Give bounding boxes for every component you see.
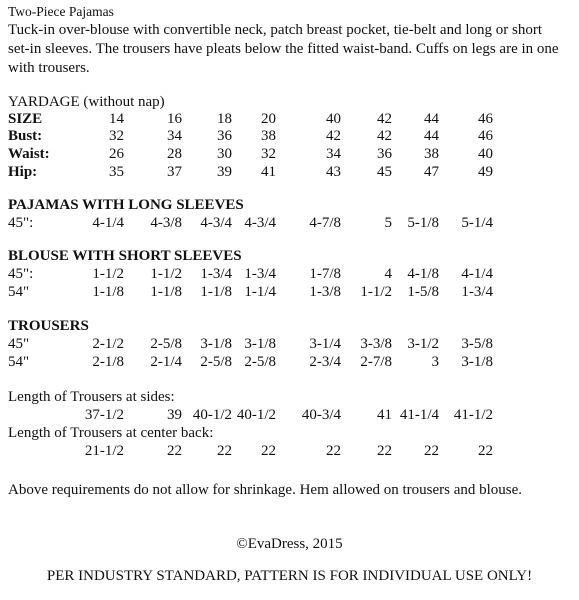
value-cell: 1-3/4 bbox=[200, 266, 232, 282]
value-cell: 5-1/4 bbox=[461, 215, 493, 231]
value-cell: 3-3/8 bbox=[360, 336, 392, 352]
value-cell: 4-1/8 bbox=[407, 266, 439, 282]
value-cell: 4-3/4 bbox=[200, 215, 232, 231]
value-cell: 18 bbox=[217, 111, 232, 127]
value-cell: 49 bbox=[478, 164, 493, 180]
value-cell: 28 bbox=[167, 146, 182, 162]
value-cell: 4-1/4 bbox=[92, 215, 124, 231]
value-cell: 41-1/4 bbox=[399, 407, 439, 423]
value-cell: 35 bbox=[109, 164, 124, 180]
fabric-width-label: 45": bbox=[8, 215, 34, 231]
value-cell: 38 bbox=[424, 146, 439, 162]
value-cell: 1-1/2 bbox=[150, 266, 182, 282]
value-cell: 1-3/4 bbox=[461, 284, 493, 300]
value-cell: 37-1/2 bbox=[84, 407, 124, 423]
value-cell: 38 bbox=[261, 128, 276, 144]
length-heading: Length of Trousers at sides: bbox=[8, 389, 175, 405]
value-cell: 39 bbox=[217, 164, 232, 180]
value-cell: 32 bbox=[261, 146, 276, 162]
value-cell: 42 bbox=[377, 111, 392, 127]
value-cell: 1-3/8 bbox=[309, 284, 341, 300]
value-cell: 22 bbox=[261, 443, 276, 459]
value-cell: 1-1/2 bbox=[92, 266, 124, 282]
value-cell: 32 bbox=[109, 128, 124, 144]
value-cell: 41 bbox=[377, 407, 392, 423]
usage-footer: PER INDUSTRY STANDARD, PATTERN IS FOR INDIVIDUAL USE ONLY! bbox=[46, 568, 533, 584]
value-cell: 2-5/8 bbox=[244, 354, 276, 370]
value-cell: 1-1/4 bbox=[244, 284, 276, 300]
value-cell: 4-3/8 bbox=[150, 215, 182, 231]
value-cell: 16 bbox=[167, 111, 182, 127]
value-cell: 43 bbox=[326, 164, 341, 180]
section-heading: BLOUSE WITH SHORT SLEEVES bbox=[8, 248, 242, 264]
fabric-width-label: 54" bbox=[8, 354, 30, 370]
copyright: ©EvaDress, 2015 bbox=[236, 536, 343, 552]
value-cell: 22 bbox=[424, 443, 439, 459]
value-cell: 22 bbox=[377, 443, 392, 459]
value-cell: 1-1/8 bbox=[92, 284, 124, 300]
value-cell: 4 bbox=[384, 266, 392, 282]
value-cell: 40-3/4 bbox=[301, 407, 341, 423]
value-cell: 36 bbox=[217, 128, 232, 144]
description-line-1: Tuck-in over-blouse with convertible neck, patch breast pocket, tie-belt and long or short bbox=[8, 22, 543, 38]
value-cell: 4-7/8 bbox=[309, 215, 341, 231]
shrinkage-note: Above requirements do not allow for shrinkage. Hem allowed on trousers and blouse. bbox=[8, 482, 523, 498]
value-cell: 4-1/4 bbox=[461, 266, 493, 282]
value-cell: 44 bbox=[424, 128, 439, 144]
measurement-label: SIZE bbox=[8, 111, 43, 127]
value-cell: 1-1/8 bbox=[150, 284, 182, 300]
value-cell: 34 bbox=[167, 128, 182, 144]
measurement-label: Bust: bbox=[8, 128, 43, 144]
value-cell: 21-1/2 bbox=[84, 443, 124, 459]
value-cell: 3-1/4 bbox=[309, 336, 341, 352]
value-cell: 26 bbox=[109, 146, 124, 162]
value-cell: 40 bbox=[326, 111, 341, 127]
value-cell: 2-1/4 bbox=[150, 354, 182, 370]
value-cell: 34 bbox=[326, 146, 341, 162]
value-cell: 40 bbox=[478, 146, 493, 162]
value-cell: 40-1/2 bbox=[236, 407, 276, 423]
section-heading: TROUSERS bbox=[8, 318, 89, 334]
value-cell: 41 bbox=[261, 164, 276, 180]
value-cell: 1-1/8 bbox=[200, 284, 232, 300]
value-cell: 30 bbox=[217, 146, 232, 162]
value-cell: 22 bbox=[217, 443, 232, 459]
value-cell: 45 bbox=[377, 164, 392, 180]
value-cell: 20 bbox=[261, 111, 276, 127]
value-cell: 5 bbox=[384, 215, 392, 231]
value-cell: 2-5/8 bbox=[200, 354, 232, 370]
fabric-width-label: 45" bbox=[8, 336, 30, 352]
value-cell: 4-3/4 bbox=[244, 215, 276, 231]
value-cell: 44 bbox=[424, 111, 439, 127]
value-cell: 1-5/8 bbox=[407, 284, 439, 300]
value-cell: 1-7/8 bbox=[309, 266, 341, 282]
value-cell: 42 bbox=[377, 128, 392, 144]
value-cell: 2-1/8 bbox=[92, 354, 124, 370]
measurement-label: Waist: bbox=[8, 146, 50, 162]
value-cell: 1-3/4 bbox=[244, 266, 276, 282]
section-heading: PAJAMAS WITH LONG SLEEVES bbox=[8, 197, 244, 213]
value-cell: 2-7/8 bbox=[360, 354, 392, 370]
value-cell: 22 bbox=[326, 443, 341, 459]
value-cell: 40-1/2 bbox=[192, 407, 232, 423]
value-cell: 2-3/4 bbox=[309, 354, 341, 370]
value-cell: 42 bbox=[326, 128, 341, 144]
value-cell: 3-5/8 bbox=[461, 336, 493, 352]
value-cell: 37 bbox=[167, 164, 182, 180]
value-cell: 3-1/8 bbox=[244, 336, 276, 352]
length-heading: Length of Trousers at center back: bbox=[8, 425, 214, 441]
value-cell: 3-1/8 bbox=[200, 336, 232, 352]
description-line-2: set-in sleeves. The trousers have pleats below the fitted waist-band. Cuffs on legs are in one bbox=[8, 41, 559, 57]
value-cell: 46 bbox=[478, 111, 493, 127]
description-line-3: with trousers. bbox=[8, 60, 90, 76]
value-cell: 22 bbox=[167, 443, 182, 459]
fabric-width-label: 54" bbox=[8, 284, 30, 300]
value-cell: 41-1/2 bbox=[453, 407, 493, 423]
value-cell: 14 bbox=[109, 111, 124, 127]
pattern-title: Two-Piece Pajamas bbox=[8, 4, 114, 19]
value-cell: 5-1/8 bbox=[407, 215, 439, 231]
value-cell: 3-1/2 bbox=[407, 336, 439, 352]
value-cell: 3 bbox=[431, 354, 439, 370]
value-cell: 39 bbox=[167, 407, 182, 423]
value-cell: 3-1/8 bbox=[461, 354, 493, 370]
value-cell: 1-1/2 bbox=[360, 284, 392, 300]
value-cell: 2-5/8 bbox=[150, 336, 182, 352]
value-cell: 46 bbox=[478, 128, 493, 144]
measurement-label: Hip: bbox=[8, 164, 38, 180]
value-cell: 2-1/2 bbox=[92, 336, 124, 352]
value-cell: 47 bbox=[424, 164, 439, 180]
fabric-width-label: 45": bbox=[8, 266, 34, 282]
yardage-heading: YARDAGE (without nap) bbox=[8, 94, 165, 110]
value-cell: 36 bbox=[377, 146, 392, 162]
value-cell: 22 bbox=[478, 443, 493, 459]
